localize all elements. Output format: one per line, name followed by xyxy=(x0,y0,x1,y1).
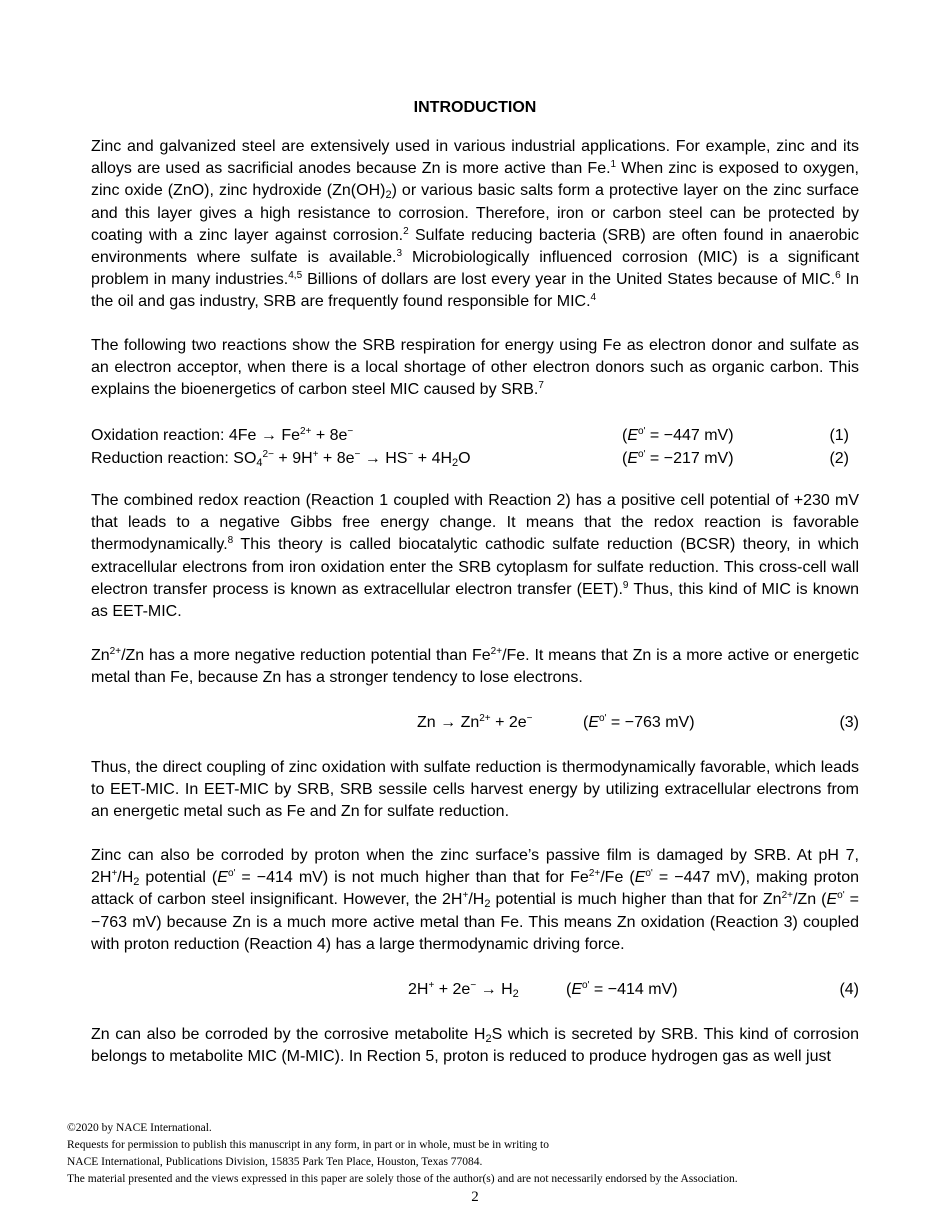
footer-line-1: ©2020 by NACE International. xyxy=(67,1122,212,1134)
text: 2H xyxy=(408,981,429,998)
paragraph-4 xyxy=(91,645,859,689)
citation: 3 xyxy=(396,248,403,260)
text: /Fe. It means that Zn is a more active or energetic metal than Fe, because Zn has a stronger tendency to lose electrons. xyxy=(91,647,859,687)
paragraph-6 xyxy=(91,845,859,956)
text: Oxidation reaction: 4Fe → Fe xyxy=(91,427,300,444)
text: → HS xyxy=(360,450,408,467)
superscript: 2+ xyxy=(479,713,491,724)
superscript: + xyxy=(111,868,118,880)
text: Zn can also be corroded by the corrosive metabolite H xyxy=(91,1026,486,1043)
text: Zn → Zn xyxy=(417,714,480,731)
equation-1-potential xyxy=(622,425,734,447)
subscript: 2 xyxy=(452,457,459,469)
text: /H xyxy=(117,869,134,887)
equation-1-reaction xyxy=(91,425,353,447)
superscript: o' xyxy=(582,980,590,991)
text: = −447 mV) xyxy=(645,427,734,444)
subscript: 2 xyxy=(512,988,519,1000)
text: = −447 mV), making proton attack of carbon steel insignificant. However, the 2H xyxy=(91,869,860,909)
text: E xyxy=(217,869,228,887)
paragraph-3 xyxy=(91,490,859,623)
superscript: − xyxy=(354,449,361,460)
superscript: o' xyxy=(645,868,653,880)
paragraph-7 xyxy=(91,1024,859,1068)
equation-3 xyxy=(91,712,859,734)
text: In the oil and gas industry, SRB are frequently found responsible for MIC. xyxy=(91,271,860,311)
citation: 7 xyxy=(538,380,544,392)
text: When zinc is exposed to oxygen, zinc oxide (ZnO), zinc hydroxide (Zn(OH) xyxy=(91,160,859,200)
text: The combined redox reaction (Reaction 1 coupled with Reaction 2) has a positive cell potential of +230 mV that leads to a negative Gibbs free energy change. It means that the redox reaction is favorable thermodynamically. xyxy=(91,492,859,554)
equation-4-potential xyxy=(566,979,678,1001)
superscript: + xyxy=(462,890,469,902)
superscript: + xyxy=(312,449,319,460)
footer-line-3: NACE International, Publications Division, 15835 Park Ten Place, Houston, Texas 77084. xyxy=(67,1156,483,1168)
footer-line-2: Requests for permission to publish this manuscript in any form, in part or in whole, must be in writing to xyxy=(67,1139,549,1151)
text: E xyxy=(627,450,638,467)
text: Thus, this kind of MIC is known as EET-MIC. xyxy=(91,580,859,621)
citation: 4 xyxy=(590,292,597,304)
text: = −763 mV) because Zn is a much more active metal than Fe. This means Zn oxidation (Reaction 3) coupled with proton reduction (Reaction 4) has a large thermodynamic driving force. xyxy=(91,891,860,953)
superscript: 2+ xyxy=(490,646,503,657)
text: This theory is called biocatalytic cathodic sulfate reduction (BCSR) theory, in which extracellular electrons from iron oxidation enter the SRB cytoplasm for sulfate reduction. This cross-cell wall electron transfer process is known as extracellular electron transfer (EET). xyxy=(91,536,859,598)
text: /H xyxy=(468,891,485,909)
text: = −763 mV) xyxy=(606,714,695,731)
text: ) or various basic salts form a protective layer on the zinc surface and this layer gives a high resistance to corrosion. Therefore, iron or carbon steel can be protected by coating with a zinc layer against corrosion. xyxy=(91,182,859,244)
text: = −414 mV) xyxy=(589,981,678,998)
text: The following two reactions show the SRB respiration for energy using Fe as electron donor and sulfate as an electron acceptor, when there is a local shortage of other electron donors such as organic carbon. This explains the bioenergetics of carbon steel MIC caused by SRB. xyxy=(91,337,859,399)
equation-3-reaction xyxy=(417,712,533,734)
text: ( xyxy=(583,714,589,731)
footer-line-4: The material presented and the views expressed in this paper are solely those of the author(s) and are not necessarily endorsed by the Association. xyxy=(67,1173,738,1185)
text: Billions of dollars are lost every year in the United States because of MIC. xyxy=(302,271,836,289)
copyright-footer xyxy=(67,1120,887,1188)
subscript: 4 xyxy=(256,457,263,469)
equation-4-number: (4) xyxy=(839,981,859,998)
citation: 4,5 xyxy=(288,270,303,282)
text: ( xyxy=(622,450,628,467)
text: potential is much higher than that for Zn xyxy=(490,891,782,909)
subscript: 2 xyxy=(485,1033,492,1045)
superscript: o' xyxy=(599,713,607,724)
text: = −217 mV) xyxy=(645,450,734,467)
text: S which is secreted by SRB. This kind of corrosion belongs to metabolite MIC (M-MIC). In Rection 5, proton is reduced to produce hydrogen gas as well just xyxy=(91,1026,859,1066)
equation-1-number: (1) xyxy=(829,427,849,444)
subscript: 2 xyxy=(133,876,140,889)
subscript: 2 xyxy=(484,898,491,911)
text: E xyxy=(571,981,582,998)
paragraph-1 xyxy=(91,136,859,314)
superscript: 2− xyxy=(262,449,274,460)
text: Zinc and galvanized steel are extensively used in various industrial applications. For example, zinc and its alloys are used as sacrificial anodes because Zn is more active than Fe. xyxy=(91,138,859,178)
text: /Zn has a more negative reduction potential than Fe xyxy=(121,647,491,664)
text: Reduction reaction: SO xyxy=(91,450,257,467)
equation-1 xyxy=(91,425,859,447)
superscript: o' xyxy=(227,868,236,880)
equation-2-number: (2) xyxy=(829,450,849,467)
citation: 2 xyxy=(403,225,409,237)
subscript: 2 xyxy=(385,189,392,202)
equation-2-reaction xyxy=(91,448,471,470)
citation: 6 xyxy=(835,270,841,282)
equation-2-potential xyxy=(622,448,734,470)
superscript: 2+ xyxy=(781,890,793,902)
superscript: 2+ xyxy=(109,646,122,657)
text: → H xyxy=(476,981,513,998)
text: Zn xyxy=(91,647,110,664)
superscript: + xyxy=(428,980,435,991)
text: O xyxy=(458,450,471,467)
citation: 1 xyxy=(610,159,617,171)
text: + 8e xyxy=(318,450,355,467)
equation-2 xyxy=(91,448,859,470)
superscript: − xyxy=(470,980,477,991)
text: Thus, the direct coupling of zinc oxidation with sulfate reduction is thermodynamically favorable, which leads to EET-MIC. In EET-MIC by SRB, SRB sessile cells harvest energy by utilizing extracellular electrons from an energetic metal such as Fe and Zn for sulfate reduction. xyxy=(91,759,859,821)
text: ( xyxy=(622,427,628,444)
superscript: − xyxy=(347,426,354,437)
text: E xyxy=(634,869,646,887)
text: = −414 mV) is not much higher than that for Fe xyxy=(235,869,589,887)
superscript: o' xyxy=(837,890,845,902)
equation-3-potential xyxy=(583,712,695,734)
text: potential ( xyxy=(139,869,218,887)
text: + 4H xyxy=(413,450,453,467)
paragraph-5 xyxy=(91,757,859,824)
text: E xyxy=(627,427,638,444)
section-title: INTRODUCTION xyxy=(413,99,537,116)
text: + 9H xyxy=(273,450,313,467)
citation: 8 xyxy=(227,535,234,547)
text: Zinc can also be corroded by proton when the zinc surface’s passive film is damaged by SRB. At pH 7, 2H xyxy=(91,847,859,887)
equation-4 xyxy=(91,979,859,1001)
page-number: 2 xyxy=(471,1189,479,1205)
text: /Fe ( xyxy=(600,869,635,887)
text: E xyxy=(588,714,599,731)
text: E xyxy=(826,891,838,909)
superscript: o' xyxy=(638,426,646,437)
paragraph-2 xyxy=(91,335,859,402)
superscript: − xyxy=(526,713,533,724)
text: Sulfate reducing bacteria (SRB) are often found in anaerobic environments where sulfate is available. xyxy=(91,226,860,267)
superscript: o' xyxy=(638,449,646,460)
superscript: 2+ xyxy=(299,426,312,437)
text: + 8e xyxy=(311,427,348,444)
text: /Zn ( xyxy=(792,891,827,909)
equation-3-number: (3) xyxy=(839,714,859,731)
text: Microbiologically influenced corrosion (MIC) is a significant problem in many industries. xyxy=(91,249,860,289)
text: ( xyxy=(566,981,572,998)
citation: 9 xyxy=(622,579,629,591)
text: + 2e xyxy=(490,714,527,731)
text: + 2e xyxy=(434,981,471,998)
superscript: − xyxy=(407,449,414,460)
superscript: 2+ xyxy=(588,868,601,880)
equation-4-reaction xyxy=(408,979,519,1001)
